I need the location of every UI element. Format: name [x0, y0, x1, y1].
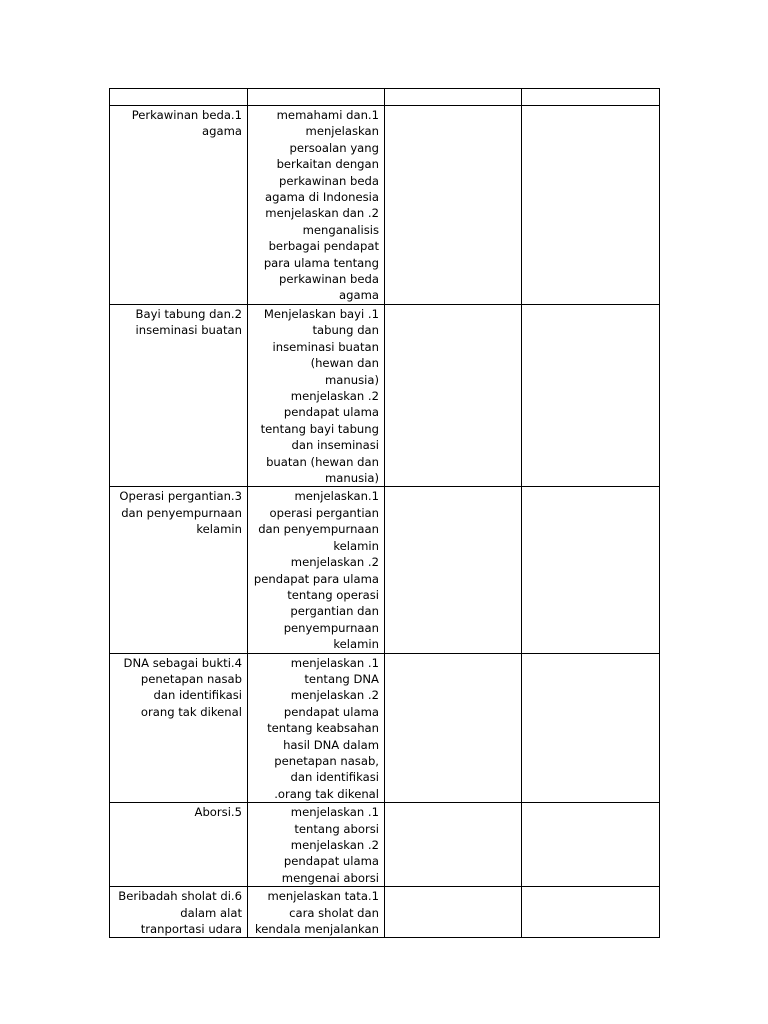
objective-line: penetapan nasab,	[274, 753, 379, 768]
objective-line: menjelaskan .2	[290, 838, 379, 852]
topic-line: dalam alat	[180, 905, 242, 920]
objective-line: menjelaskan.1	[294, 489, 379, 504]
table-row	[110, 653, 660, 803]
objective-line: agama di Indonesia	[265, 190, 379, 205]
objective-line: menjelaskan .2	[290, 688, 379, 703]
table-row	[110, 887, 660, 938]
topic-line: agama	[202, 124, 242, 139]
objective-line: menjelaskan dan .2	[265, 206, 379, 221]
objective-cell	[248, 487, 385, 653]
topic-line: Bayi tabung dan.2	[135, 307, 242, 321]
objective-line: kelamin	[333, 637, 379, 652]
objective-line: penyempurnaan	[283, 620, 379, 635]
empty-cell	[522, 887, 660, 938]
header-cell	[248, 89, 385, 106]
objective-cell	[248, 653, 385, 803]
topic-line: inseminasi buatan	[135, 323, 242, 338]
objective-line: pendapat ulama	[283, 854, 379, 869]
header-cell	[522, 89, 660, 106]
topic-cell	[110, 887, 248, 938]
objective-line: agama	[339, 288, 379, 303]
topic-line: DNA sebagai bukti.4	[123, 655, 242, 670]
objective-line: menjelaskan .2	[290, 389, 379, 404]
table-body	[110, 89, 660, 938]
objective-line: perkawinan beda	[278, 173, 379, 188]
objective-line: tentang operasi	[287, 587, 379, 602]
table-row	[110, 106, 660, 305]
objective-line: para ulama tentang	[263, 255, 379, 270]
objective-line: memahami dan.1	[276, 108, 379, 122]
table-row	[110, 487, 660, 653]
objective-line: manusia)	[325, 372, 379, 387]
objective-line: pendapat ulama	[283, 704, 379, 719]
header-cell	[110, 89, 248, 106]
objective-line: Menjelaskan bayi .1	[263, 307, 379, 321]
empty-cell	[522, 653, 660, 803]
empty-cell	[522, 106, 660, 305]
empty-cell	[522, 305, 660, 487]
topic-line: Operasi pergantian.3	[119, 489, 242, 504]
empty-cell	[385, 487, 522, 653]
topic-line: dan penyempurnaan	[121, 505, 242, 520]
empty-cell	[522, 803, 660, 887]
topic-line: Beribadah sholat di.6	[118, 889, 242, 904]
objective-line: tentang DNA	[304, 671, 379, 686]
objective-cell	[248, 305, 385, 487]
objective-line: manusia)	[325, 471, 379, 486]
objective-line: menjelaskan .1	[290, 655, 379, 670]
objective-line: inseminasi buatan	[272, 339, 379, 354]
empty-cell	[522, 487, 660, 653]
objective-line: tentang bayi tabung	[260, 421, 379, 436]
topic-cell	[110, 803, 248, 887]
objective-cell	[248, 106, 385, 305]
topic-cell	[110, 106, 248, 305]
topic-line: Perkawinan beda.1	[131, 108, 242, 122]
objective-cell	[248, 803, 385, 887]
objective-line: perkawinan beda	[278, 272, 379, 287]
objective-line: menjelaskan	[305, 124, 379, 139]
objective-line: operasi pergantian	[269, 505, 379, 520]
topic-line: dan identifikasi	[153, 688, 242, 703]
topic-line: Aborsi.5	[194, 805, 242, 820]
objective-line: mengenai aborsi	[281, 870, 379, 885]
objective-line: kelamin	[333, 538, 379, 553]
objective-line: buatan (hewan dan	[266, 454, 379, 469]
syllabus-table	[109, 88, 660, 938]
objective-line: cara sholat dan	[289, 905, 379, 920]
objective-line: hasil DNA dalam	[283, 737, 379, 752]
objective-line: (hewan dan	[310, 356, 379, 371]
empty-cell	[385, 887, 522, 938]
objective-line: pendapat ulama	[283, 405, 379, 420]
objective-line: menjelaskan tata.1	[267, 889, 379, 904]
topic-line: orang tak dikenal	[140, 704, 242, 719]
objective-line: kendala menjalankan	[255, 922, 379, 937]
objective-line: persoalan yang	[289, 140, 379, 155]
topic-cell	[110, 487, 248, 653]
topic-cell	[110, 305, 248, 487]
table-row	[110, 803, 660, 887]
empty-cell	[385, 653, 522, 803]
objective-line: menjelaskan .2	[290, 555, 379, 570]
objective-line: dan penyempurnaan	[258, 522, 379, 537]
empty-cell	[385, 106, 522, 305]
objective-line: berkaitan dengan	[276, 157, 379, 172]
objective-line: .orang tak dikenal	[274, 786, 379, 801]
objective-line: menjelaskan .1	[290, 805, 379, 820]
header-row	[110, 89, 660, 106]
objective-line: tabung dan	[312, 323, 379, 338]
header-cell	[385, 89, 522, 106]
topic-line: kelamin	[196, 522, 242, 537]
objective-line: dan inseminasi	[291, 438, 379, 453]
empty-cell	[385, 803, 522, 887]
objective-line: tentang keabsahan	[267, 721, 379, 736]
table-row	[110, 305, 660, 487]
empty-cell	[385, 305, 522, 487]
topic-line: tranportasi udara	[140, 922, 242, 937]
objective-line: pergantian dan	[290, 604, 379, 619]
objective-cell	[248, 887, 385, 938]
objective-line: dan identifikasi	[290, 770, 379, 785]
objective-line: menganalisis	[302, 222, 379, 237]
objective-line: tentang aborsi	[294, 821, 379, 836]
objective-line: pendapat para ulama	[253, 571, 379, 586]
topic-line: penetapan nasab	[140, 671, 242, 686]
objective-line: berbagai pendapat	[268, 239, 379, 254]
topic-cell	[110, 653, 248, 803]
